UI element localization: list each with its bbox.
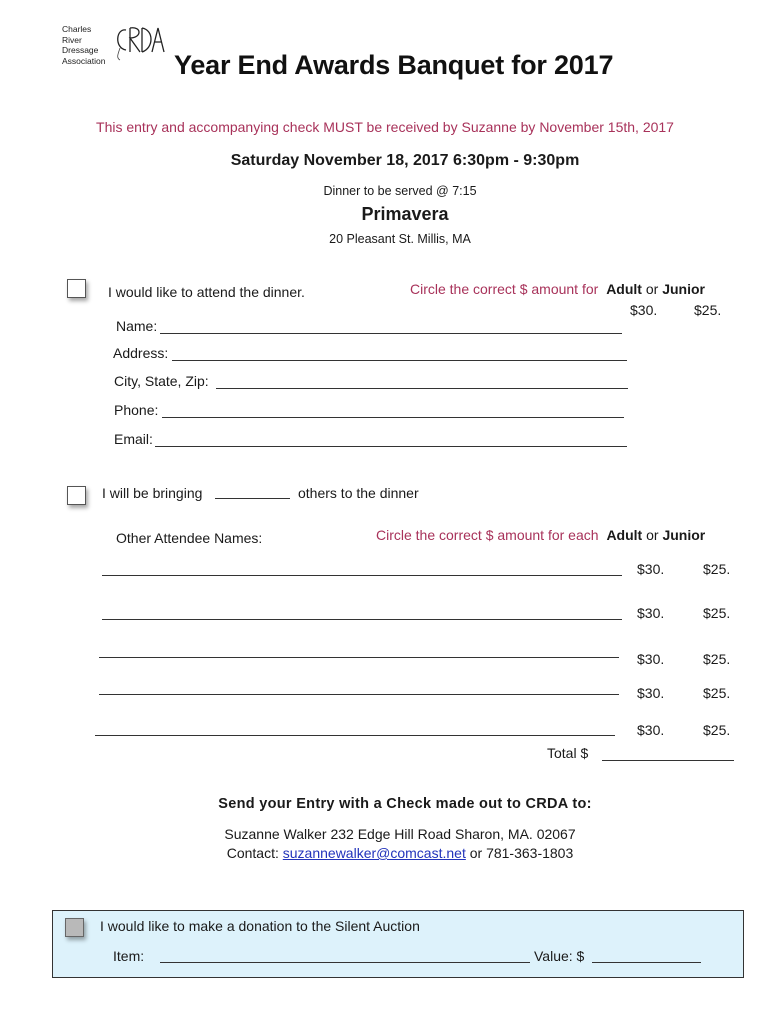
guests-price-prompt [376, 527, 705, 543]
junior-header: Junior [662, 527, 706, 543]
junior-header: Junior [662, 281, 705, 297]
attend-adult-price[interactable]: $30. [630, 302, 658, 318]
attendee-name-field[interactable] [99, 657, 619, 658]
send-heading: Send your Entry with a Check made out to CRDA to: [218, 796, 592, 812]
attend-price-prompt [410, 281, 705, 297]
attend-junior-price[interactable]: $25. [694, 302, 722, 318]
phone-label: Phone: [114, 402, 159, 418]
adult-header: Adult [606, 281, 642, 297]
city-state-zip-field[interactable] [216, 388, 628, 389]
item-label: Item: [113, 948, 145, 964]
attend-label: I would like to attend the dinner. [108, 284, 305, 300]
or-text: or [646, 527, 659, 543]
guest-junior-price[interactable]: $25. [703, 605, 731, 621]
guest-adult-price[interactable]: $30. [637, 722, 665, 738]
logo-line: Charles [62, 24, 92, 34]
logo-org-name [62, 24, 105, 66]
attendee-name-field[interactable] [95, 735, 615, 736]
donation-item-field[interactable] [160, 962, 530, 963]
adult-header: Adult [606, 527, 643, 543]
phone-field[interactable] [162, 417, 624, 418]
guest-adult-price[interactable]: $30. [637, 685, 665, 701]
address-label: Address: [113, 345, 169, 361]
logo-line: Dressage [62, 45, 99, 55]
donation-value-field[interactable] [592, 962, 701, 963]
dinner-time: Dinner to be served @ 7:15 [323, 184, 477, 198]
guest-count-field[interactable] [215, 498, 290, 499]
contact-line [0, 845, 770, 861]
email-label: Email: [114, 431, 153, 447]
bringing-prefix: I will be bringing [102, 485, 203, 501]
address-field[interactable] [172, 360, 627, 361]
venue-address: 20 Pleasant St. Millis, MA [329, 232, 471, 246]
name-label: Name: [116, 318, 158, 334]
total-field[interactable] [602, 760, 734, 761]
donation-label: I would like to make a donation to the Silent Auction [100, 918, 420, 934]
name-field[interactable] [160, 333, 622, 334]
deadline-notice: This entry and accompanying check MUST be received by Suzanne by November 15th, 2017 [96, 119, 674, 135]
page-title: Year End Awards Banquet for 2017 [174, 50, 614, 80]
guest-adult-price[interactable]: $30. [637, 651, 665, 667]
contact-prefix: Contact: [226, 845, 279, 861]
contact-email-link[interactable]: suzannewalker@comcast.net [282, 845, 466, 861]
attend-checkbox[interactable] [67, 279, 86, 298]
attendee-name-field[interactable] [99, 694, 619, 695]
circle-prompt: Circle the correct $ amount for [410, 281, 599, 297]
contact-phone: or 781-363-1803 [469, 845, 574, 861]
donation-checkbox[interactable] [65, 918, 84, 937]
city-state-zip-label: City, State, Zip: [114, 373, 209, 389]
crda-logo-icon [112, 18, 172, 66]
circle-prompt-each: Circle the correct $ amount for each [376, 527, 599, 543]
attendee-name-field[interactable] [102, 575, 622, 576]
guest-adult-price[interactable]: $30. [637, 605, 665, 621]
guest-adult-price[interactable]: $30. [637, 561, 665, 577]
attendee-name-field[interactable] [102, 619, 622, 620]
logo-line: Association [62, 55, 106, 66]
guest-junior-price[interactable]: $25. [703, 561, 731, 577]
value-label: Value: $ [534, 948, 585, 964]
email-field[interactable] [155, 446, 627, 447]
guest-junior-price[interactable]: $25. [703, 722, 731, 738]
logo-line: River [62, 34, 82, 45]
event-date-time: Saturday November 18, 2017 6:30pm - 9:30pm [230, 152, 580, 169]
total-label: Total $ [547, 745, 589, 761]
other-attendees-label: Other Attendee Names: [116, 530, 263, 546]
guest-junior-price[interactable]: $25. [703, 685, 731, 701]
guests-checkbox[interactable] [67, 486, 86, 505]
mailing-address: Suzanne Walker 232 Edge Hill Road Sharon, MA. 02067 [224, 826, 576, 842]
guest-junior-price[interactable]: $25. [703, 651, 731, 667]
venue-name: Primavera [361, 204, 449, 224]
bringing-suffix: others to the dinner [298, 485, 419, 501]
or-text: or [645, 281, 659, 297]
